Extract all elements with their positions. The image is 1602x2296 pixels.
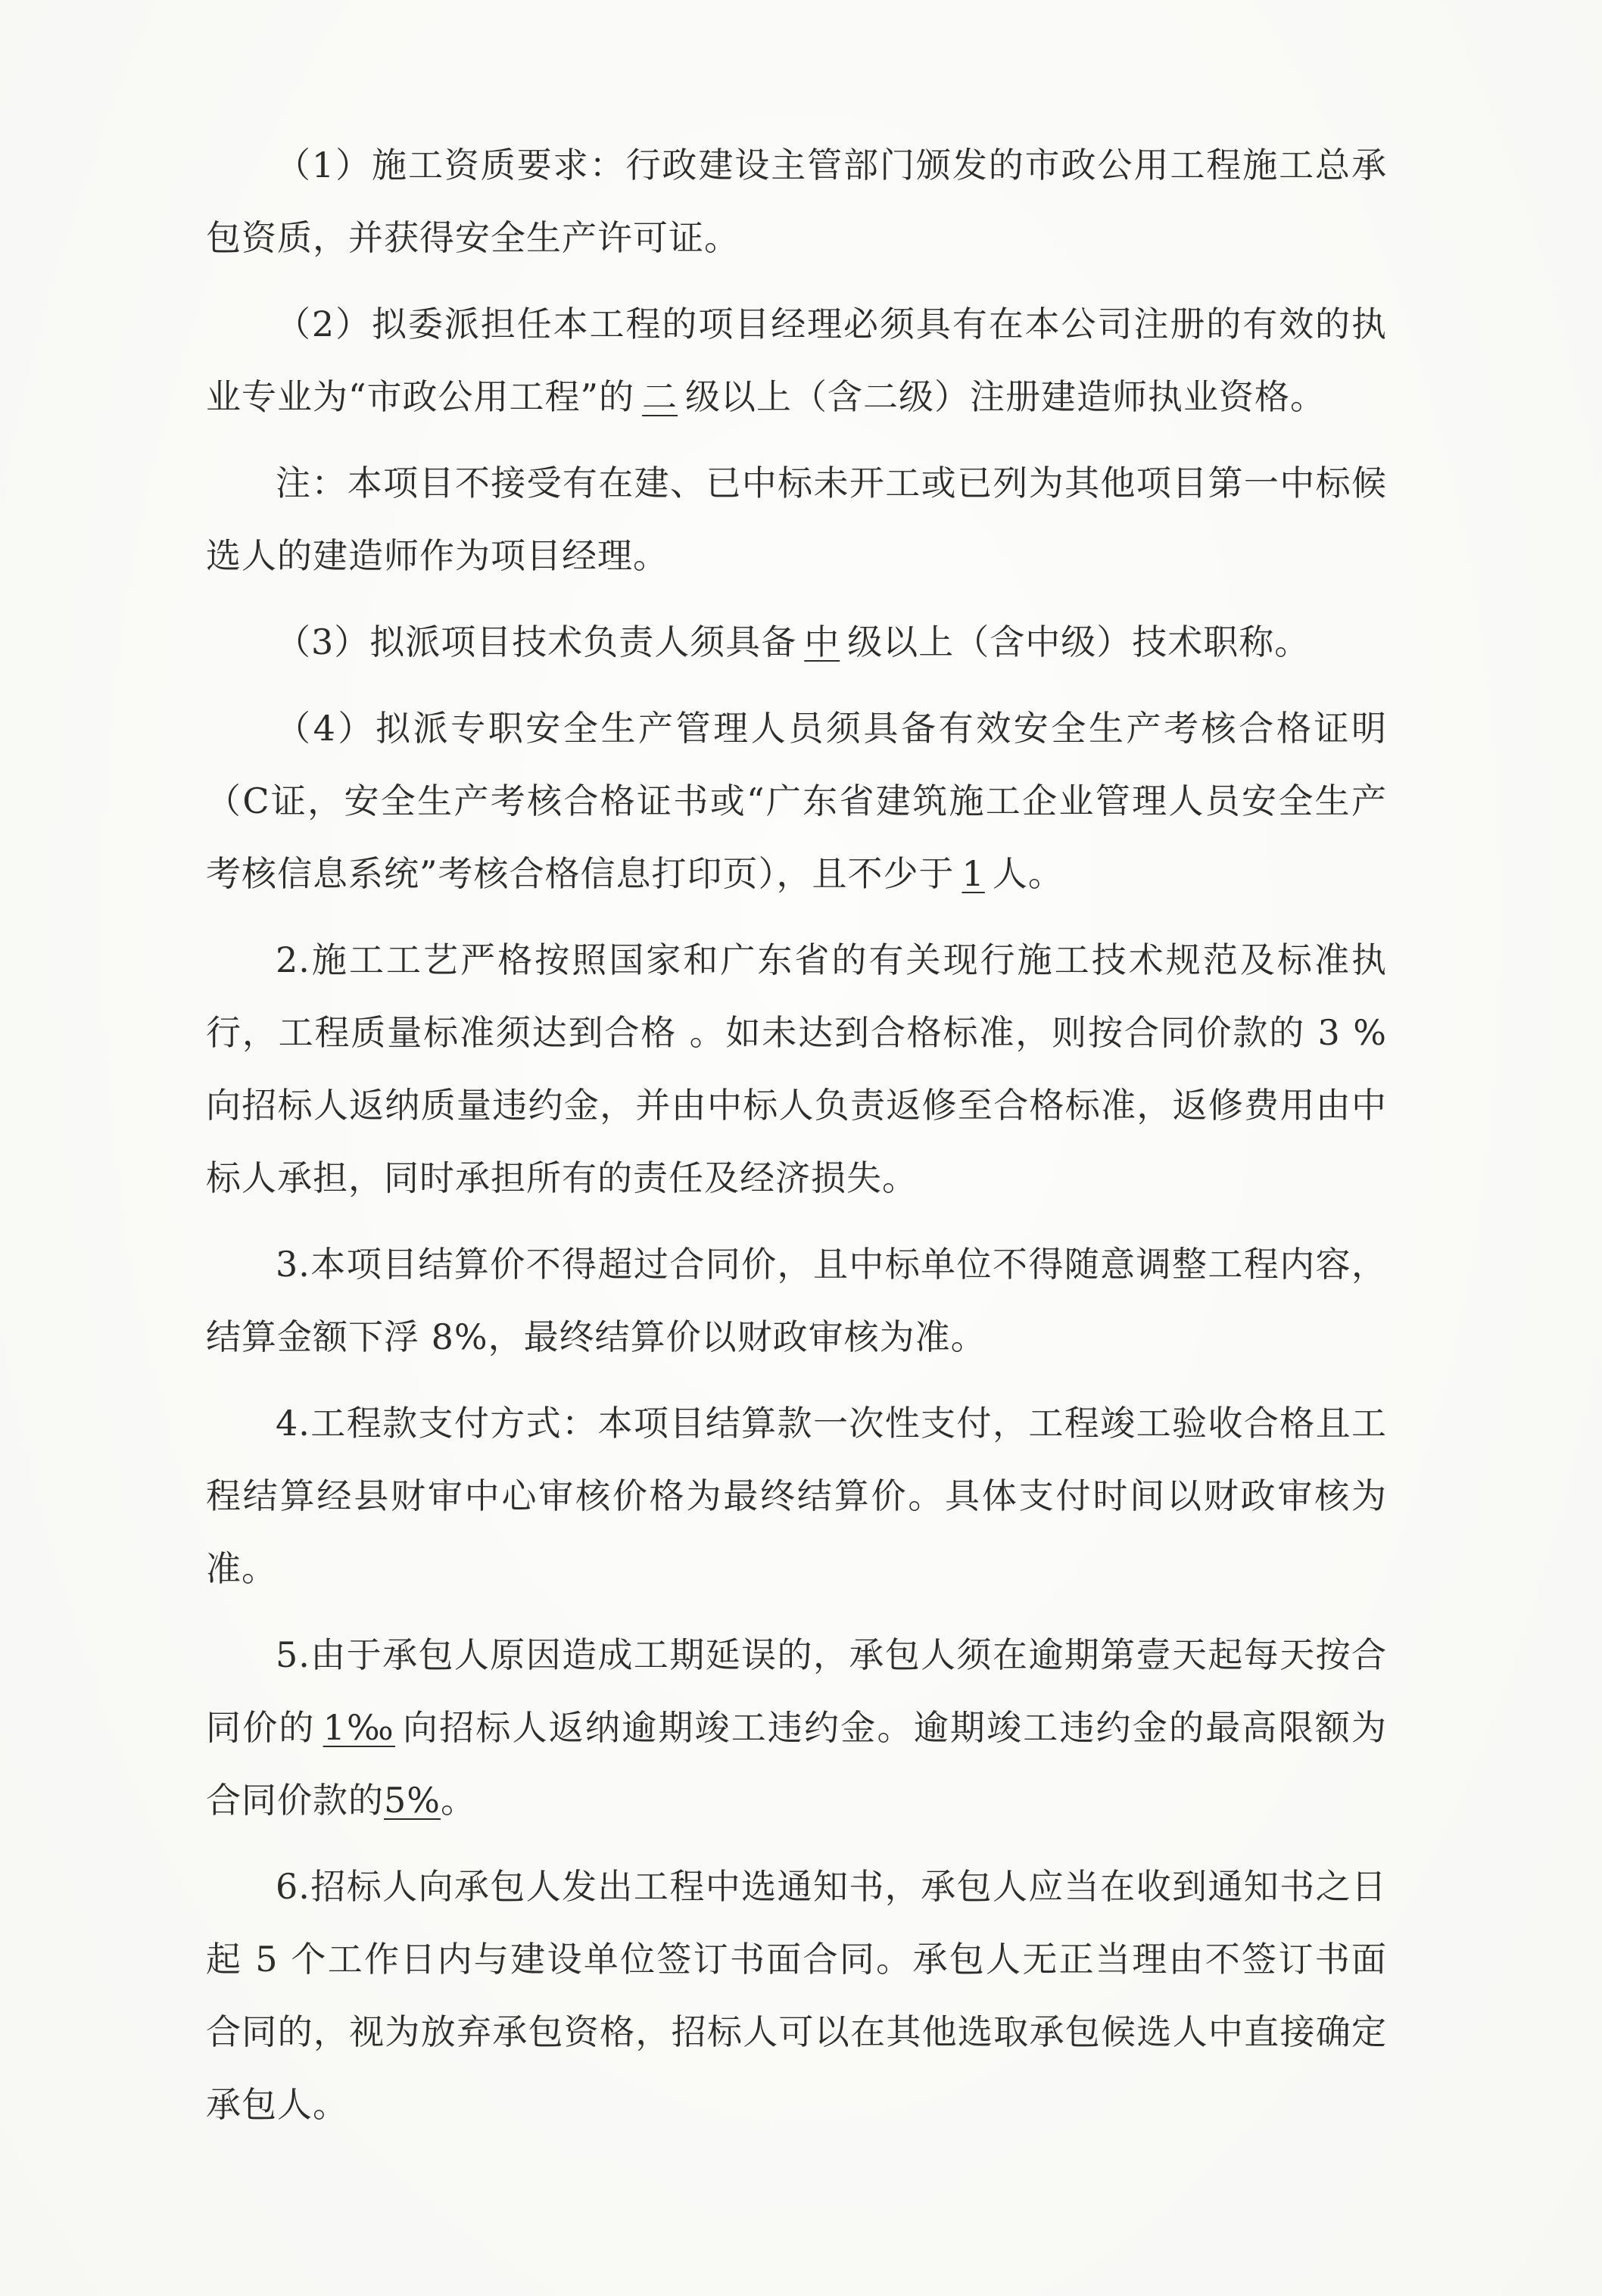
note-paragraph: 注：本项目不接受有在建、已中标未开工或已列为其他项目第一中标候选人的建造师作为项目经理。 bbox=[206, 463, 1387, 576]
clause-qualification: （1）施工资质要求：行政建设主管部门颁发的市政公用工程施工总承包资质，并获得安全生产许可证。 bbox=[206, 145, 1387, 258]
clause-project-manager-text: （2）拟委派担任本工程的项目经理必须具有在本公司注册的有效的执业专业为“市政公用工程”的 bbox=[206, 304, 1387, 417]
clause-project-manager-tail: 级以上（含二级）注册建造师执业资格。 bbox=[685, 376, 1326, 417]
daily-penalty-rate: 1‰ bbox=[323, 1707, 395, 1748]
section-5-text: 5.由于承包人原因造成工期延误的，承包人须在逾期第壹天起每天按合同价的 bbox=[206, 1634, 1387, 1748]
section-5-tail: 。 bbox=[440, 1780, 476, 1821]
title-grade-value: 中 bbox=[804, 622, 840, 662]
clause-safety-staff-tail: 人。 bbox=[992, 853, 1064, 894]
clause-project-manager bbox=[206, 288, 1387, 433]
builder-grade-value: 二 bbox=[642, 376, 678, 417]
clause-technical-lead-text: （3）拟派项目技术负责人须具备 bbox=[276, 622, 797, 662]
section-2-quality: 2.施工工艺严格按照国家和广东省的有关现行施工技术规范及标准执行，工程质量标准须达到合格 。如未达到合格标准，则按合同价款的 3 %向招标人返纳质量违约金，并由中标人负责返修至合格标准，返修费用由中标人承担，同时承担所有的责任及经济损失。 bbox=[206, 939, 1387, 1198]
clause-technical-lead-tail: 级以上（含中级）技术职称。 bbox=[847, 622, 1311, 662]
section-6-contract: 6.招标人向承包人发出工程中选通知书，承包人应当在收到通知书之日起 5 个工作日内与建设单位签订书面合同。承包人无正当理由不签订书面合同的，视为放弃承包资格，招标人可以在其他选取承包候选人中直接确定承包人。 bbox=[206, 1866, 1387, 2125]
document-body bbox=[206, 129, 1387, 2154]
clause-safety-staff-text: （4）拟派专职安全生产管理人员须具备有效安全生产考核合格证明（C证，安全生产考核合格证书或“广东省建筑施工企业管理人员安全生产考核信息系统”考核合格信息打印页），且不少于 bbox=[206, 708, 1387, 894]
max-penalty-rate: 5% bbox=[384, 1780, 441, 1821]
clause-safety-staff bbox=[206, 692, 1387, 910]
section-3-settlement: 3.本项目结算价不得超过合同价，且中标单位不得随意调整工程内容，结算金额下浮 8%，最终结算价以财政审核为准。 bbox=[206, 1244, 1387, 1357]
clause-technical-lead bbox=[206, 606, 1387, 678]
section-5-mid: 向招标人返纳逾期竣工违约金。逾期竣工违约金的最高限额为合同价款的 bbox=[206, 1707, 1388, 1821]
safety-staff-count: 1 bbox=[962, 853, 985, 894]
section-5-delay-penalty bbox=[206, 1618, 1387, 1836]
section-4-payment: 4.工程款支付方式：本项目结算款一次性支付，工程竣工验收合格且工程结算经县财审中心审核价格为最终结算价。具体支付时间以财政审核为准。 bbox=[206, 1403, 1387, 1589]
